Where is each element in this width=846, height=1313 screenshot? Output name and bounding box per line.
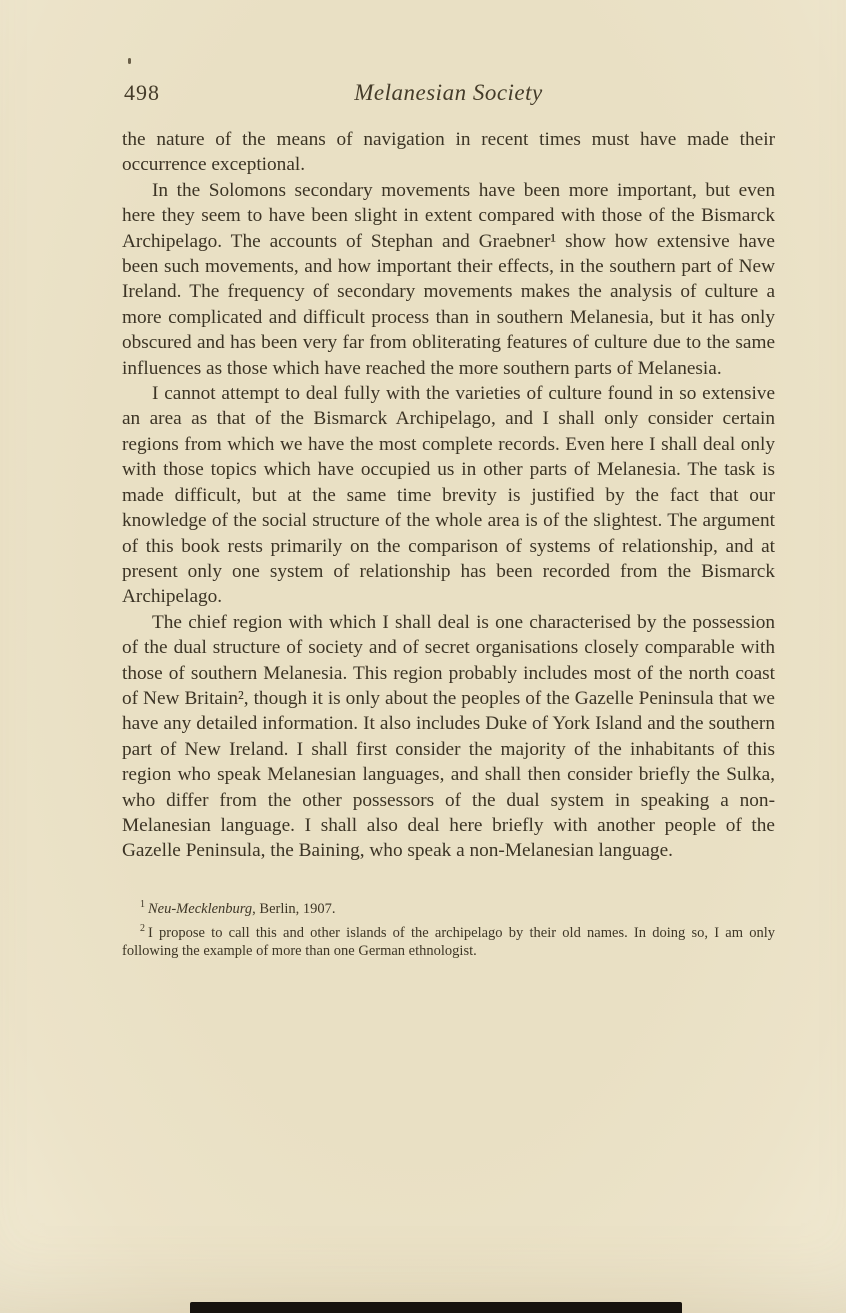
footnote-text: I propose to call this and other islands of the archipelago by their old names. In doing so, I am only following the example of more than one German ethnologist. bbox=[122, 924, 775, 960]
paragraph: I cannot attempt to deal fully with the varieties of culture found in so extensive an area as that of the Bismarck Archipelago, and I shall only consider certain regions from which we have the most complete records. Even here I shall deal only with those topics which have occupied us in other parts of Melanesia. The task is made difficult, but at the same time brevity is justified by the fact that our knowledge of the social structure of the whole area is of the slightest. The argument of this book rests primarily on the comparison of systems of relationship, and at present only one system of relationship has been recorded from the Bismarck Archipelago. bbox=[122, 383, 775, 608]
page-number: 498 bbox=[124, 80, 160, 105]
footnotes-section bbox=[122, 895, 775, 962]
paragraph-continuation: the nature of the means of navigation in recent times must have made their occurrence exceptional. bbox=[122, 129, 775, 176]
running-title: Melanesian Society bbox=[354, 80, 543, 105]
footnote-marker: 1 bbox=[140, 898, 145, 910]
paragraph: In the Solomons secondary movements have been more important, but even here they seem to have been slight in extent compared with those of the Bismarck Archipelago. The accounts of Stephan and Graebner¹ show how extensive have been such movements, and how important their effects, in the southern part of New Ireland. The frequency of secondary movements makes the analysis of culture a more complicated and difficult process than in southern Melanesia, but it has only obscured and has been very far from obliterating features of culture due to the same influences as those which have reached the more southern parts of Melanesia. bbox=[122, 179, 775, 379]
scan-artifact-strip bbox=[190, 1302, 682, 1313]
footnote bbox=[122, 919, 775, 962]
page-body bbox=[122, 127, 775, 864]
footnote-work-title: Neu-Mecklenburg bbox=[148, 900, 253, 917]
page-content bbox=[122, 0, 775, 961]
footnote bbox=[122, 895, 775, 919]
paragraph: The chief region with which I shall deal is one characterised by the possession of the dual structure of society and of secret organisations closely comparable with those of southern Melanesia. This region probably includes most of the north coast of New Britain², though it is only about the peoples of the Gazelle Peninsula that we have any detailed information. It also includes Duke of York Island and the southern part of New Ireland. I shall first consider the majority of the inhabitants of this region who speak Melanesian languages, and shall then consider briefly the Sulka, who differ from the other possessors of the dual system in speaking a non-Melanesian language. I shall also deal here briefly with another people of the Gazelle Peninsula, the Baining, who speak a non-Melanesian language. bbox=[122, 611, 775, 862]
footnote-marker: 2 bbox=[140, 922, 145, 934]
footnote-text: , Berlin, 1907. bbox=[252, 900, 336, 917]
running-header bbox=[122, 80, 775, 110]
